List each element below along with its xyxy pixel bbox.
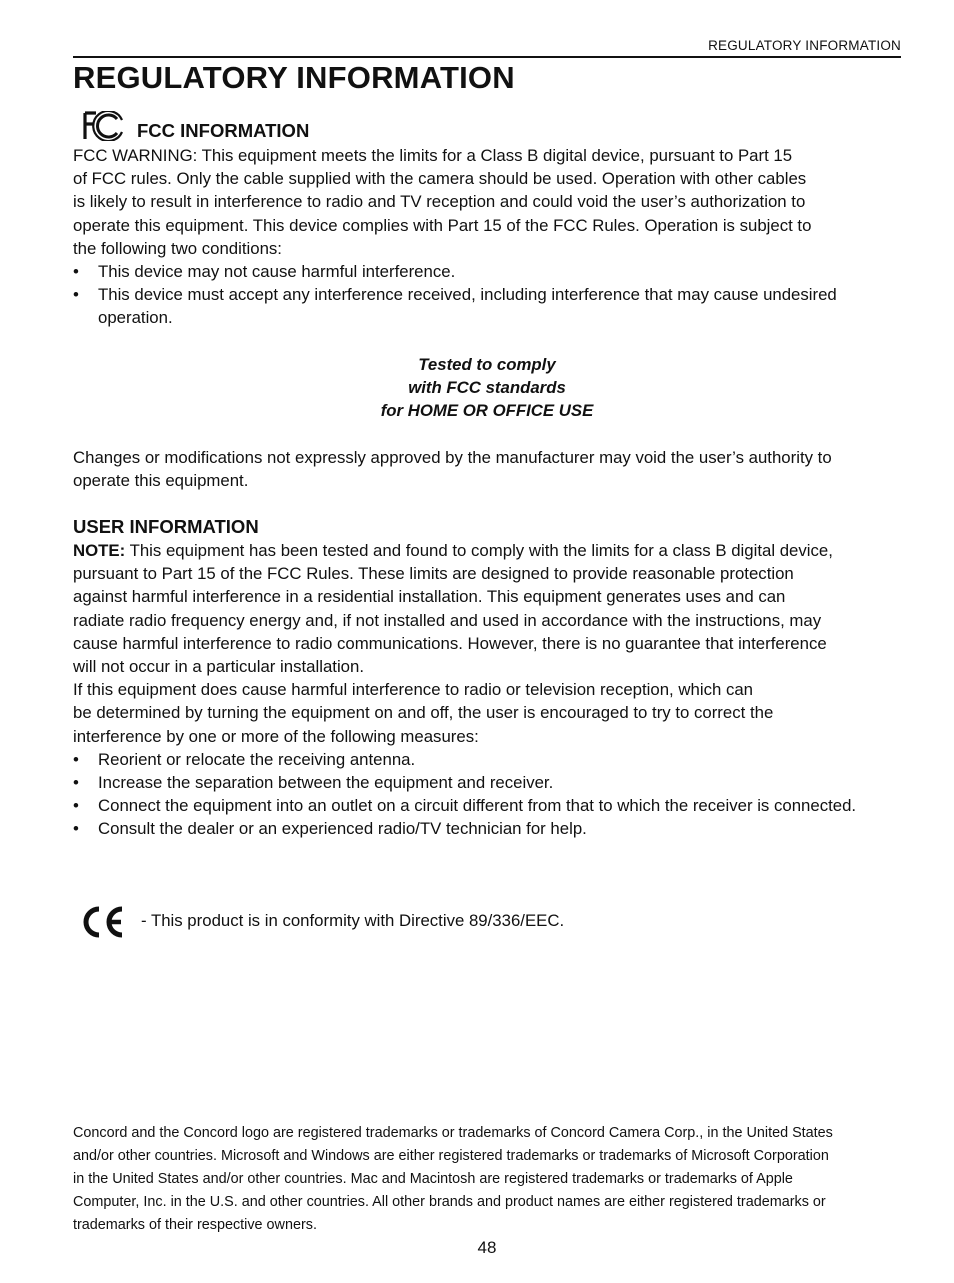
text-line: and/or other countries. Microsoft and Windows are either registered trademarks or trademarks of Microsoft Corporation [73,1148,829,1165]
text-line: cause harmful interference to radio communications. However, there is no guarantee that interference [73,633,827,653]
bullet-icon: • [73,819,79,839]
bullet-icon: • [73,773,79,793]
user-info-heading: USER INFORMATION [73,516,259,537]
compliance-statement [73,353,901,423]
note-label: NOTE: [73,541,126,560]
text-line: trademarks of their respective owners. [73,1217,317,1234]
bullet-icon: • [73,262,79,282]
conditions-list [73,260,903,330]
text-line: operate this equipment. This device complies with Part 15 of the FCC Rules. Operation is subject to [73,215,812,235]
changes-paragraph [73,446,903,492]
user-info-body [73,539,903,841]
list-item: • This device may not cause harmful interference. [73,260,903,283]
text-line: NOTE: This equipment has been tested and found to comply with the limits for a class B digital device, [73,541,833,560]
fcc-warning [73,144,903,330]
bullet-icon: • [73,285,79,305]
fcc-heading: FCC INFORMATION [137,120,310,141]
text-line: is likely to result in interference to radio and TV reception and could void the user’s authorization to [73,192,806,212]
text-line: Computer, Inc. in the U.S. and other countries. All other brands and product names are either registered trademarks or [73,1194,826,1211]
text-line: Tested to comply [418,355,556,374]
trademark-footnote [73,1122,903,1237]
list-item: • This device must accept any interference received, including interference that may cause undesired operation. [73,285,837,328]
text-line: of FCC rules. Only the cable supplied with the camera should be used. Operation with other cables [73,169,807,189]
text-line: with FCC standards [408,378,566,398]
text-line: interference by one or more of the following measures: [73,726,479,746]
bullet-icon: • [73,796,79,816]
text-line: against harmful interference in a residential installation. This equipment generates uses and can [73,587,786,607]
text-line: If this equipment does cause harmful interference to radio or television reception, which can [73,680,754,700]
fcc-logo-icon [83,111,127,146]
ce-mark-icon [80,904,128,945]
page-title: REGULATORY INFORMATION [73,60,515,95]
list-item: • Increase the separation between the equipment and receiver. [73,771,903,794]
text-line: Changes or modifications not expressly approved by the manufacturer may void the user’s authority to [73,448,832,467]
text-line: pursuant to Part 15 of the FCC Rules. These limits are designed to provide reasonable protection [73,564,794,584]
header-rule [73,56,901,58]
text-line: will not occur in a particular installation. [73,657,365,677]
text-line: be determined by turning the equipment on and off, the user is encouraged to try to correct the [73,703,774,723]
list-item: • Reorient or relocate the receiving antenna. [73,748,903,771]
list-item: • Consult the dealer or an experienced radio/TV technician for help. [73,817,903,840]
page-number: 48 [477,1238,497,1257]
list-item: • Connect the equipment into an outlet on a circuit different from that to which the receiver is connected. [73,794,903,817]
text-line: for HOME OR OFFICE USE [380,401,594,421]
text-line: Concord and the Concord logo are registered trademarks or trademarks of Concord Camera Corp., in the United States [73,1125,833,1141]
text-line: operate this equipment. [73,471,249,491]
bullet-icon: • [73,749,79,769]
running-header: REGULATORY INFORMATION [708,38,901,53]
measures-list [73,748,903,841]
text-line: FCC WARNING: This equipment meets the limits for a Class B digital device, pursuant to Part 15 [73,146,793,165]
text-line: the following two conditions: [73,238,282,258]
text-line: radiate radio frequency energy and, if not installed and used in accordance with the instructions, may [73,610,822,630]
ce-conformity-text: - This product is in conformity with Directive 89/336/EEC. [141,911,565,930]
text-line: in the United States and/or other countries. Mac and Macintosh are registered trademarks or trademarks of Apple [73,1171,793,1188]
